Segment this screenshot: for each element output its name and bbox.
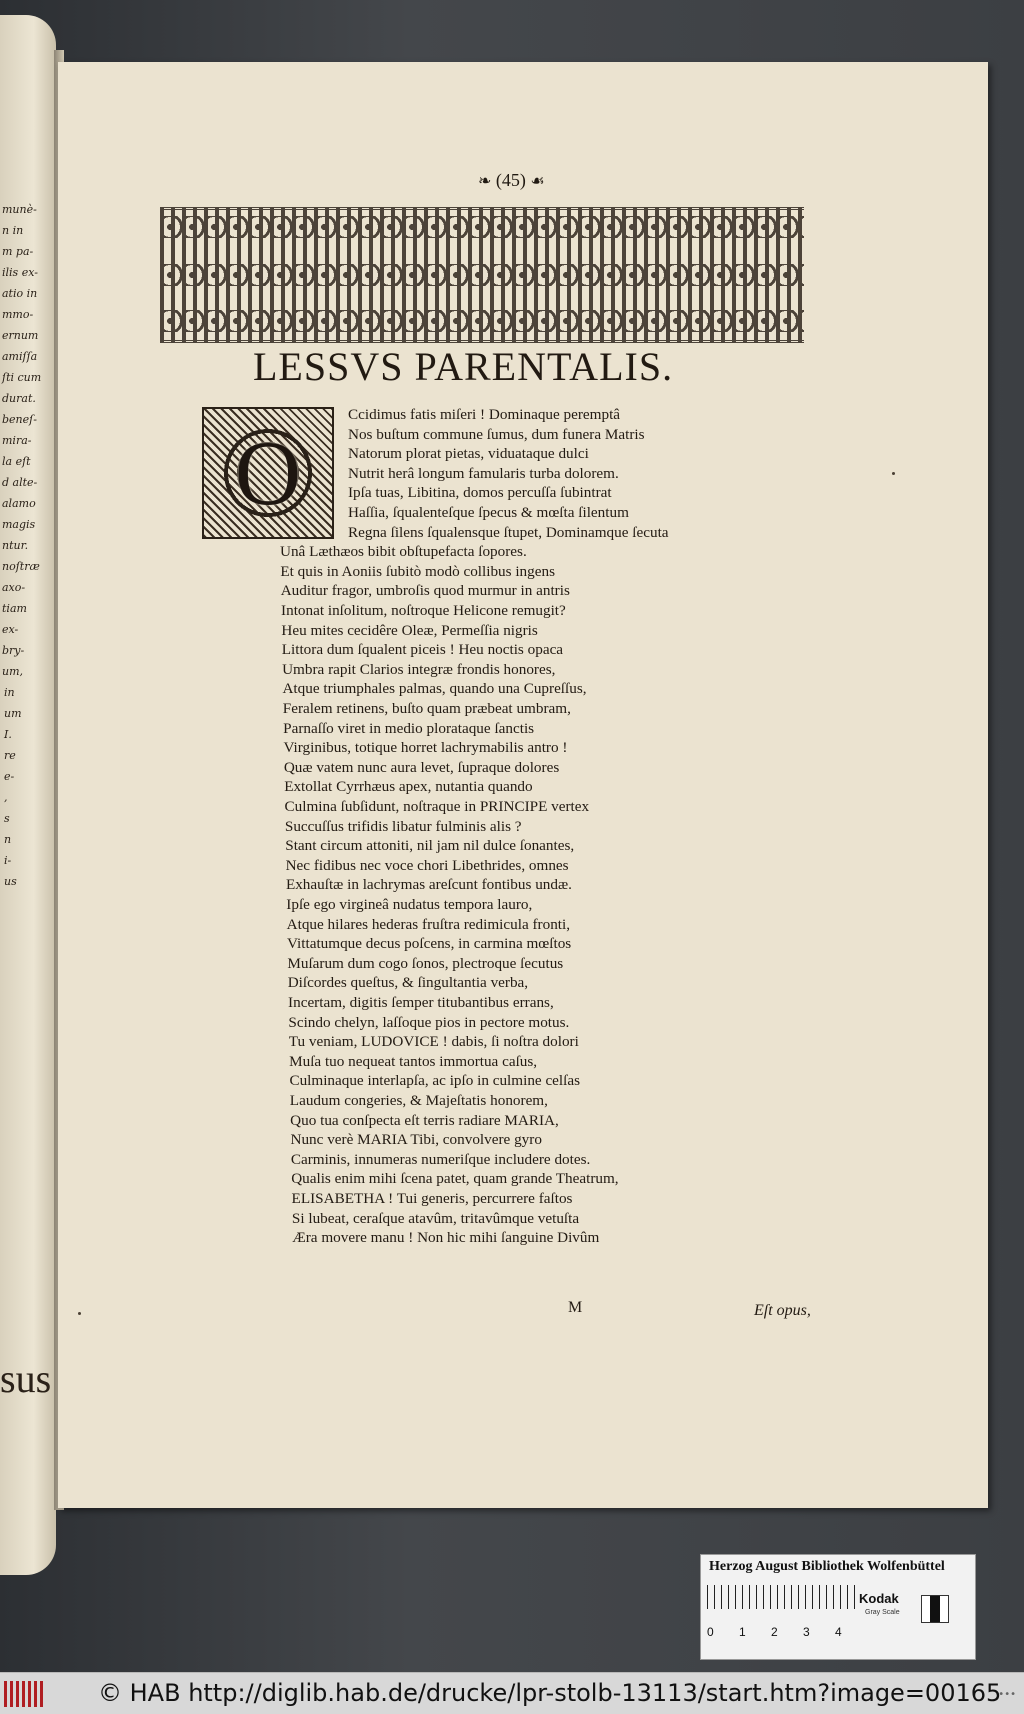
left-page-text-fragment: bry- xyxy=(2,644,25,657)
left-facing-page xyxy=(0,15,56,1575)
left-page-text-fragment: amiſſa xyxy=(2,350,38,363)
verse-line: Muſarum dum cogo ſonos, plectroque ſecutus xyxy=(287,954,564,972)
verse-line: Littora dum ſqualent piceis ! Heu noctis opaca xyxy=(281,641,564,659)
verse-line: Natorum plorat pietas, viduataque dulci xyxy=(348,445,589,463)
hab-logo-icon xyxy=(4,1681,46,1707)
scale-ruler xyxy=(707,1585,855,1609)
left-page-text-fragment: la eſt xyxy=(2,455,31,468)
left-page-text-fragment: atio in xyxy=(2,287,38,300)
page-number xyxy=(478,170,545,191)
initial-letter: O xyxy=(234,422,302,524)
paper-speck xyxy=(892,472,895,475)
headpiece-band xyxy=(160,264,804,286)
library-label: Herzog August Bibliothek Wolfenbüttel xyxy=(709,1559,945,1574)
fleuron-right-icon: ☙ xyxy=(530,173,545,190)
left-page-text-fragment: s xyxy=(4,812,10,825)
kodak-logo: Kodak xyxy=(859,1591,899,1606)
verse-line: Incertam, digitis ſemper titubantibus errans, xyxy=(288,994,554,1011)
left-page-text-fragment: mmo- xyxy=(2,308,34,321)
verse-line: Virginibus, totique horret lachrymabilis antro ! xyxy=(283,739,568,757)
verse-line: Atque hilares hederas fruſtra redimicula fronti, xyxy=(286,915,571,933)
left-page-text-fragment: um, xyxy=(2,665,24,678)
verse-line: Scindo chelyn, laſſoque pios in pectore motus. xyxy=(288,1013,570,1031)
left-page-text-fragment: axo- xyxy=(2,581,26,594)
verse-line: Diſcordes queſtus, & ſingultantia verba, xyxy=(287,974,529,992)
verse-line: Regna ſilens ſqualensque ſtupet, Dominamque ſecuta xyxy=(348,523,669,541)
verse-line: Nunc verè MARIA Tibi, convolvere gyro xyxy=(290,1131,542,1149)
verse-line: Muſa tuo nequeat tantos immortua caſus, xyxy=(289,1052,538,1070)
gray-scale-label: Gray Scale xyxy=(865,1609,900,1616)
verse-line: Vittatumque decus poſcens, in carmina mœſtos xyxy=(287,935,572,953)
verse-line: ELISABETHA ! Tui generis, percurrere faſtos xyxy=(291,1190,573,1207)
left-page-text-fragment: beneſ- xyxy=(2,413,37,426)
left-page-text-fragment: d alte- xyxy=(2,476,38,489)
left-page-text-fragment: re xyxy=(4,749,16,762)
left-page-text-fragment: munè- xyxy=(2,203,37,216)
verse-line: Ipſa tuas, Libitina, domos percuſſa ſubintrat xyxy=(348,484,612,502)
verse-line: Laudum congeries, & Majeſtatis honorem, xyxy=(289,1092,548,1109)
left-page-text-fragment: in xyxy=(4,686,15,699)
catchword: Eſt opus, xyxy=(754,1302,811,1319)
left-page-large-fragment: sus xyxy=(0,1356,52,1401)
verse-line: Nec fidibus nec voce chori Libethrides, omnes xyxy=(285,856,569,874)
fleuron-left-icon: ❧ xyxy=(478,173,492,190)
verse-line: Et quis in Aoniis ſubitò modò collibus ingens xyxy=(280,562,555,580)
verse-line: Unâ Læthæos bibit obſtupefacta ſopores. xyxy=(280,543,527,561)
paper-speck xyxy=(78,1312,81,1315)
verse-line: Intonat inſolitum, noſtroque Helicone remugit? xyxy=(281,602,566,619)
left-page-text-fragment: n xyxy=(4,833,12,846)
footer-dots: ••• xyxy=(998,1689,1016,1700)
verse-line: Æra movere manu ! Non hic mihi ſanguine Divûm xyxy=(292,1229,600,1247)
left-page-text-fragment: mira- xyxy=(2,434,32,447)
verse-line: Nutrit herâ longum famularis turba dolorem. xyxy=(348,464,619,482)
verse-line: Stant circum attoniti, nil jam nil dulce ſonantes, xyxy=(285,837,575,855)
left-page-text-fragment: ilis ex- xyxy=(2,266,38,279)
verse-line: Atque triumphales palmas, quando una Cupreſſus, xyxy=(282,680,587,698)
left-page-text-fragment: ernum xyxy=(2,329,39,342)
verse-line: Nos buſtum commune ſumus, dum funera Matris xyxy=(348,425,645,443)
left-page-text-fragment: i- xyxy=(4,854,12,867)
signature-mark: M xyxy=(568,1299,583,1316)
verse-line: Ccidimus fatis miſeri ! Dominaque peremptâ xyxy=(348,406,621,423)
verse-line: Heu mites cecidêre Oleæ, Permeſſia nigris xyxy=(281,621,538,639)
left-page-text-fragment: ntur. xyxy=(2,539,29,552)
left-page-text-fragment: magis xyxy=(2,518,36,531)
left-page-text-fragment: m pa- xyxy=(2,245,34,258)
page-number-text: (45) xyxy=(495,170,526,190)
ornamental-headpiece xyxy=(160,207,804,343)
left-page-text-fragment: durat. xyxy=(2,392,36,405)
left-page-text-fragment: e- xyxy=(4,770,15,783)
left-page-text-fragment: tiam xyxy=(2,602,27,615)
verse-line: Ipſe ego virgineâ nudatus tempora lauro, xyxy=(286,896,533,913)
verse-line: Carminis, innumeras numeriſque includere dotes. xyxy=(290,1150,591,1168)
verse-line: Culminaque interlapſa, ac ipſo in culmine celſas xyxy=(289,1072,581,1090)
verse-line: Umbra rapit Clarios integræ frondis honores, xyxy=(282,660,556,678)
verse-line: Culmina ſubſidunt, noſtraque in PRINCIPE vertex xyxy=(284,798,590,815)
verse-line: Haſſia, ſqualenteſque ſpecus & mœſta ſilentum xyxy=(348,504,629,521)
scale-numbers: 0 1 2 3 4 xyxy=(707,1625,842,1639)
verse-line: Si lubeat, ceraſque atavûm, tritavûmque vetuſta xyxy=(291,1209,580,1227)
gray-patch xyxy=(921,1595,949,1623)
verse-line: Feralem retinens, buſto quam præbeat umbram, xyxy=(282,700,571,717)
document-page xyxy=(58,62,988,1508)
verse-line: Quæ vatem nunc aura levet, ſupraque dolores xyxy=(283,758,560,776)
left-page-text-fragment: , xyxy=(4,791,8,804)
verse-line: Tu veniam, LUDOVICE ! dabis, ſi noſtra dolori xyxy=(288,1033,579,1051)
left-page-text-fragment: ex- xyxy=(2,623,19,636)
left-page-text-fragment: alamo xyxy=(2,497,36,510)
left-page-text-fragment: um xyxy=(4,707,22,720)
color-calibration-chart xyxy=(700,1554,976,1660)
left-page-text-fragment: us xyxy=(4,875,17,888)
left-page-text-fragment: ſti cum xyxy=(2,371,42,384)
verse-line: Exhauſtæ in lachrymas areſcunt fontibus undæ. xyxy=(285,876,572,894)
verse-line: Qualis enim mihi ſcena patet, quam grande Theatrum, xyxy=(291,1170,619,1188)
permalink-url[interactable]: © HAB http://diglib.hab.de/drucke/lpr-stolb-13113/start.htm?image=00165 xyxy=(98,1679,1002,1707)
left-page-text-fragment: I. xyxy=(4,728,12,741)
verse-line: Succuſſus trifidis libatur fulminis alis ? xyxy=(284,817,522,835)
left-page-text-fragment: noſtræ xyxy=(2,560,40,573)
left-page-text-fragment: n in xyxy=(2,224,24,237)
headpiece-band xyxy=(160,310,804,332)
verse-line: Extollat Cyrrhæus apex, nutantia quando xyxy=(284,778,533,796)
verse-line: Quo tua conſpecta eſt terris radiare MARIA, xyxy=(290,1111,559,1129)
headpiece-band xyxy=(160,216,804,238)
verse-line: Parnaſſo viret in medio plorataque ſanctis xyxy=(283,719,535,737)
footer-bar xyxy=(0,1672,1024,1714)
decorated-initial xyxy=(202,407,334,539)
poem-title: LESSVS PARENTALIS. xyxy=(253,344,674,389)
verse-line: Auditur fragor, umbroſis quod murmur in antris xyxy=(280,582,570,600)
